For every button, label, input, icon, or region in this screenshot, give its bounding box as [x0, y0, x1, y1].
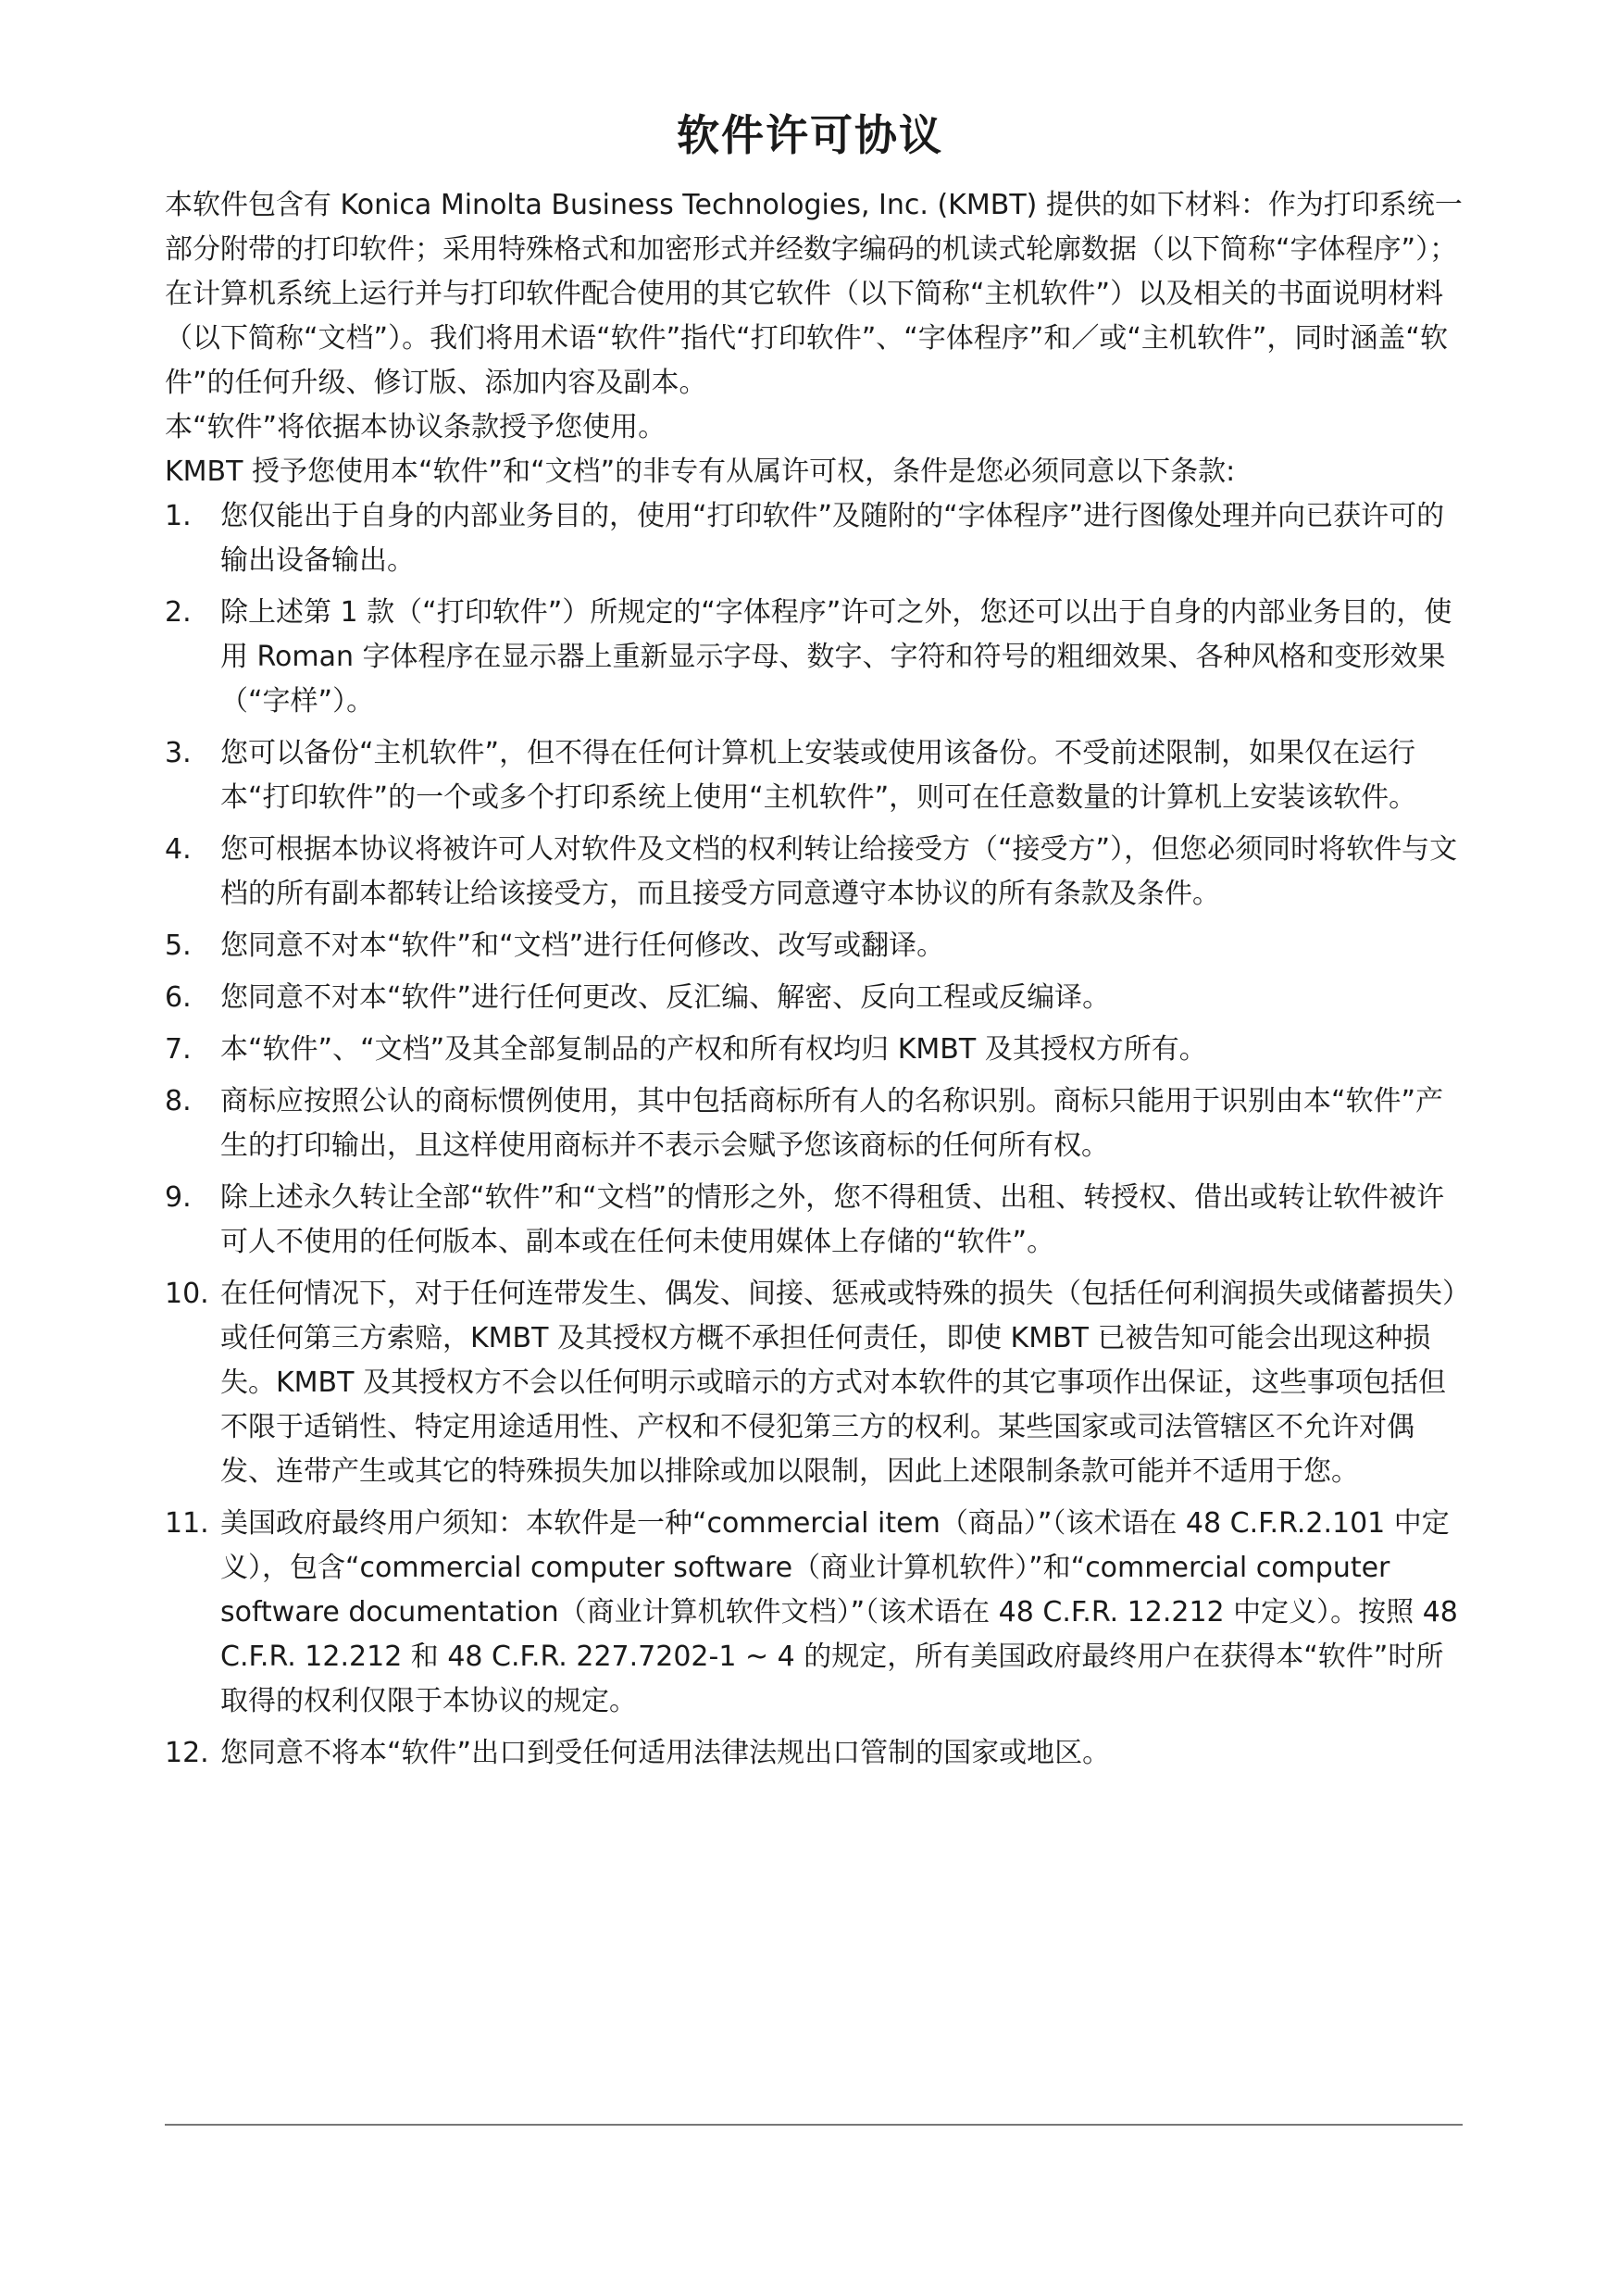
term-number: 8.	[165, 1085, 192, 1117]
term-number: 7.	[165, 1033, 192, 1066]
term-number: 10.	[165, 1278, 209, 1310]
list-item	[165, 828, 1463, 917]
term-text: 您同意不对本“软件”和“文档”进行任何修改、改写或翻译。	[220, 930, 945, 962]
list-item	[165, 1272, 1463, 1494]
list-item	[165, 924, 1463, 968]
page-title: 软件许可协议	[677, 110, 943, 160]
term-text: 您同意不对本“软件”进行任何更改、反汇编、解密、反向工程或反编译。	[220, 981, 1111, 1014]
footer-divider	[165, 2124, 1463, 2126]
term-text: 在任何情况下，对于任何连带发生、偶发、间接、惩戒或特殊的损失（包括任何利润损失或储蓄损失）或任何第三方索赔，KMBT 及其授权方概不承担任何责任，即使 KMBT 已被告知可能会出现这种损失。KMBT 及其授权方不会以任何明示或暗示的方式对本软件的其它事项作出保证，这些事项包括但不限于适销性、特定用途适用性、产权和不侵犯第三方的权利。某些国家或司法管辖区不允许对偶发、连带产生或其它的特殊损失加以排除或加以限制，因此上述限制条款可能并不适用于您。	[220, 1278, 1456, 1488]
term-number: 9.	[165, 1181, 192, 1214]
term-number: 5.	[165, 930, 192, 962]
list-item	[165, 1731, 1463, 1776]
list-item	[165, 1028, 1463, 1072]
list-item	[165, 494, 1463, 583]
term-text: 您可根据本协议将被许可人对软件及文档的权利转让给接受方（“接受方”），但您必须同时将软件与文档的所有副本都转让给该接受方，而且接受方同意遵守本协议的所有条款及条件。	[220, 833, 1458, 910]
term-text: 除上述永久转让全部“软件”和“文档”的情形之外，您不得租赁、出租、转授权、借出或转让软件被许可人不使用的任何版本、副本或在任何未使用媒体上存储的“软件”。	[220, 1181, 1445, 1258]
term-text: 美国政府最终用户须知：本软件是一种“commercial item（商品）”（该术语在 48 C.F.R.2.101 中定义），包含“commercial computer software（商业计算机软件）”和“commercial computer software documentation（商业计算机软件文档）”（该术语在 48 C.F.R. 12.212 中定义）。按照 48 C.F.R. 12.212 和 48 C.F.R. 227.7202-1 ~ 4 的规定，所有美国政府最终用户在获得本“软件”时所取得的权利仅限于本协议的规定。	[220, 1507, 1458, 1717]
list-item	[165, 976, 1463, 1020]
list-item	[165, 1079, 1463, 1168]
term-text: 您同意不将本“软件”出口到受任何适用法律法规出口管制的国家或地区。	[220, 1737, 1111, 1769]
intro-paragraph: 本软件包含有 Konica Minolta Business Technologies, Inc. (KMBT) 提供的如下材料：作为打印系统一部分附带的打印软件；采用特殊格式和加密形式并经数字编码的机读式轮廓数据（以下简称“字体程序”）；在计算机系统上运行并与打印软件配合使用的其它软件（以下简称“主机软件”）以及相关的书面说明材料（以下简称“文档”）。我们将用术语“软件”指代“打印软件”、“字体程序”和／或“主机软件”，同时涵盖“软件”的任何升级、修订版、添加内容及副本。	[165, 189, 1463, 399]
term-number: 11.	[165, 1507, 209, 1540]
term-number: 1.	[165, 500, 192, 532]
intro-conditions: KMBT 授予您使用本“软件”和“文档”的非专有从属许可权，条件是您必须同意以下条款:	[165, 455, 1236, 488]
list-item	[165, 1502, 1463, 1724]
term-text: 本“软件”、“文档”及其全部复制品的产权和所有权均归 KMBT 及其授权方所有。	[220, 1033, 1207, 1066]
term-text: 除上述第 1 款（“打印软件”）所规定的“字体程序”许可之外，您还可以出于自身的内部业务目的，使用 Roman 字体程序在显示器上重新显示字母、数字、字符和符号的粗细效果、各种风格和变形效果（“字样”）。	[220, 596, 1452, 718]
list-item	[165, 1176, 1463, 1265]
term-text: 商标应按照公认的商标惯例使用，其中包括商标所有人的名称识别。商标只能用于识别由本“软件”产生的打印输出，且这样使用商标并不表示会赋予您该商标的任何所有权。	[220, 1085, 1444, 1162]
term-number: 4.	[165, 833, 192, 866]
agreement-body	[165, 183, 1463, 1783]
term-number: 12.	[165, 1737, 209, 1769]
list-item	[165, 591, 1463, 724]
list-item	[165, 731, 1463, 820]
intro-grant-notice: 本“软件”将依据本协议条款授予您使用。	[165, 411, 667, 443]
term-text: 您可以备份“主机软件”，但不得在任何计算机上安装或使用该备份。不受前述限制，如果仅在运行本“打印软件”的一个或多个打印系统上使用“主机软件”，则可在任意数量的计算机上安装该软件。	[220, 737, 1417, 814]
term-number: 3.	[165, 737, 192, 769]
term-number: 2.	[165, 596, 192, 629]
term-text: 您仅能出于自身的内部业务目的，使用“打印软件”及随附的“字体程序”进行图像处理并向已获许可的输出设备输出。	[220, 500, 1445, 577]
term-number: 6.	[165, 981, 192, 1014]
terms-list	[165, 494, 1463, 1776]
